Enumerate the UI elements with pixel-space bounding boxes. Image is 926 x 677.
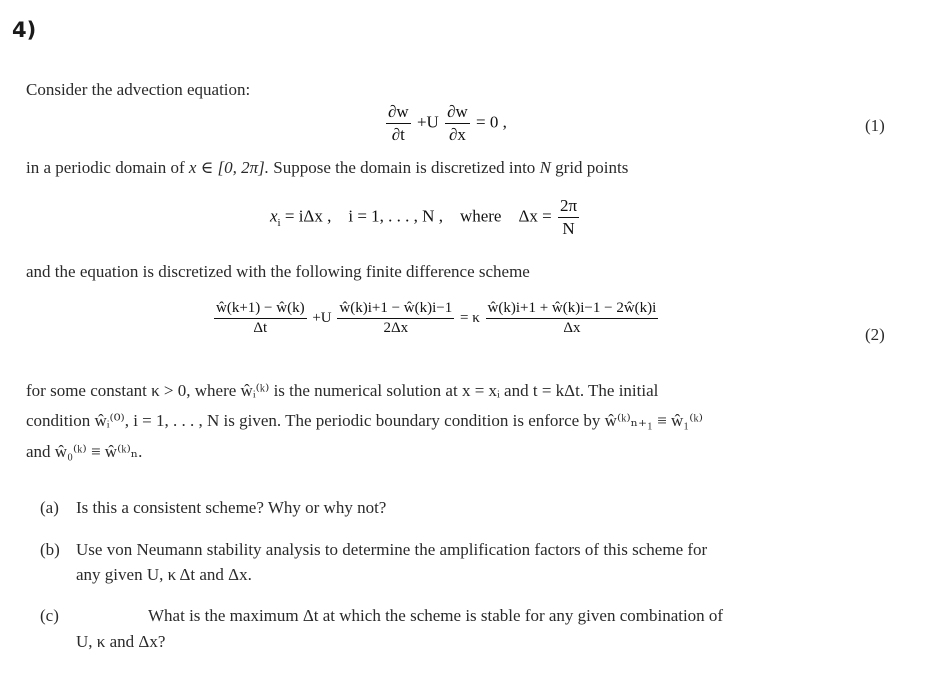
paragraph-line-3: and ŵ₀⁽ᵏ⁾ ≡ ŵ⁽ᵏ⁾ₙ. xyxy=(26,442,143,461)
equation-2: $\frac{ŵ(k+1) - ŵ(k)}{\Delta t}$ +U $\frac{ŵ(k)i+1 - ŵ(k)i-1}{2\Delta x}$ = κ $\frac{ŵ(k)i+1 + ŵ(k)i-1 - 2ŵ(k)i}{\Delta x}$ xyxy=(216,300,657,336)
question-a-label: (a) xyxy=(40,498,59,517)
question-a-text: Is this a consistent scheme? Why or why not? xyxy=(76,498,387,517)
equation-1 xyxy=(384,102,507,145)
question-b-line-2: any given U, κ Δt and Δx. xyxy=(76,565,252,584)
advection-term: $\frac{ŵ(k)i+1 - ŵ(k)i-1}{2\Delta x}$ xyxy=(339,300,453,336)
question-c-line-2: U, κ and Δx? xyxy=(76,632,166,651)
diffusion-term: $\frac{ŵ(k)i+1 + ŵ(k)i-1 - 2ŵ(k)i}{\Delta x}$ xyxy=(487,300,657,336)
paragraph-line-2: condition ŵᵢ⁽⁰⁾, i = 1, . . . , N is given. The periodic boundary condition is enforce by ŵ⁽ᵏ⁾ₙ₊₁ ≡ ŵ₁⁽ᵏ⁾ xyxy=(26,411,703,430)
equation-2-number: (2) xyxy=(865,325,885,344)
question-b-line-1: Use von Neumann stability analysis to determine the amplification factors of this scheme for xyxy=(76,540,708,559)
problem-number: 4) xyxy=(12,18,37,42)
time-difference-term: $\frac{ŵ(k+1) - ŵ(k)}{\Delta t}$ xyxy=(216,300,305,336)
intro-text: Consider the advection equation: xyxy=(26,80,251,99)
equation-1-rhs: = 0 , xyxy=(476,112,507,132)
dw-dt-fraction: $\frac{\partial w}{\partial t}$ xyxy=(388,102,409,144)
question-c-label: (c) xyxy=(40,606,59,625)
domain-line: in a periodic domain of x ∈ [0, 2π]. Suppose the domain is discretized into N grid points xyxy=(26,158,629,177)
question-b-label: (b) xyxy=(40,540,60,559)
dw-dx-fraction: $\frac{\partial w}{\partial x}$ xyxy=(447,102,468,144)
two-pi-over-n: $\frac{2\pi}{N}$ xyxy=(560,196,578,238)
question-c-line-1: What is the maximum Δt at which the scheme is stable for any given combination of xyxy=(148,606,724,625)
paragraph-line-1: for some constant κ > 0, where ŵᵢ⁽ᵏ⁾ is the numerical solution at x = xᵢ and t = kΔt. The initial xyxy=(26,381,659,400)
equation-1-number: (1) xyxy=(865,116,885,135)
plus-u: +U xyxy=(416,112,439,132)
scheme-intro: and the equation is discretized with the following finite difference scheme xyxy=(26,262,530,281)
grid-definition: $x_i = i\Delta x$ , i = 1, . . . , N , where Δx = $\frac{2\pi}{N}$ xyxy=(270,196,578,238)
